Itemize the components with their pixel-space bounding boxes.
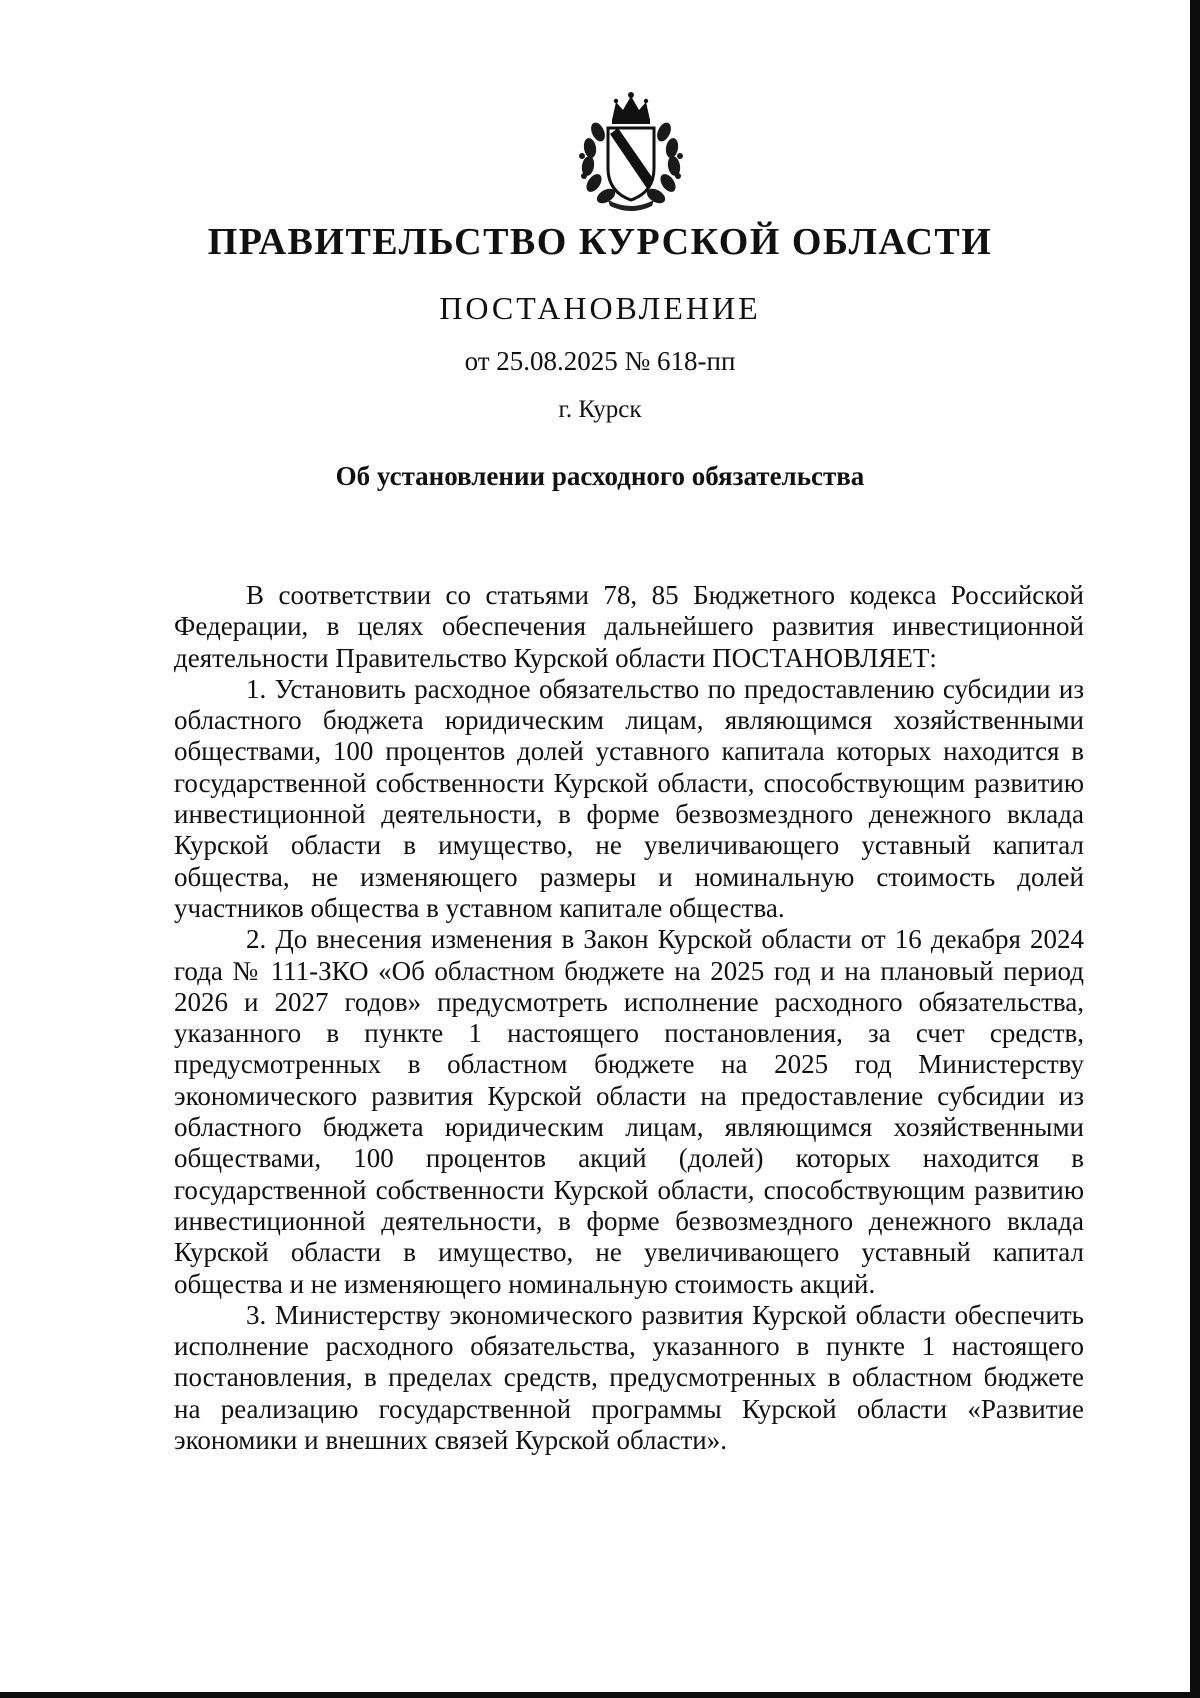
paragraph-item-2: 2. До внесения изменения в Закон Курской области от 16 декабря 2024 года № 111-ЗКО «Об областном бюджете на 2025 год и на плановый период 2026 и 2027 годов» предусмотреть исполнение расходного обязательства, указанного в пункте 1 настоящего постановления, за счет средств, предусмотренных в областном бюджете на 2025 год Министерству экономического развития Курской области на предоставление субсидии из областного бюджета юридическим лицам, являющимся хозяйственными обществами, 100 процентов акций (долей) которых находится в государственной собственности Курской области, способствующим развитию инвестиционной деятельности, в форме безвозмездного денежного вклада Курской области в имущество, не увеличивающего уставный капитал общества и не изменяющего номинальную стоимость акций. — [174, 924, 1084, 1299]
document-type: ПОСТАНОВЛЕНИЕ — [439, 290, 761, 326]
scan-border-bottom — [0, 1692, 1200, 1698]
paragraph-item-1: 1. Установить расходное обязательство по предоставлению субсидии из областного бюджета юридическим лицам, являющимся хозяйственными обществами, 100 процентов долей уставного капитала которых находится в государственной собственности Курской области, способствующим развитию инвестиционной деятельности, в форме безвозмездного денежного вклада Курской области в имущество, не увеличивающего уставный капитал общества, не изменяющего размеры и номинальную стоимость долей участников общества в уставном капитале общества. — [174, 673, 1084, 923]
document-subject: Об установлении расходного обязательства — [335, 461, 865, 491]
kursk-coat-of-arms-icon — [568, 88, 694, 212]
paragraph-preamble: В соответствии со статьями 78, 85 Бюджетного кодекса Российской Федерации, в целях обеспечения дальнейшего развития инвестиционной деятельности Правительство Курской области ПОСТАНОВЛЯЕТ: — [174, 580, 1084, 673]
government-title: ПРАВИТЕЛЬСТВО КУРСКОЙ ОБЛАСТИ — [207, 221, 993, 263]
document-date-number: от 25.08.2025 № 618-пп — [464, 346, 736, 376]
document-city: г. Курск — [558, 396, 642, 423]
scan-border-right — [1190, 0, 1200, 1698]
paragraph-item-3: 3. Министерству экономического развития Курской области обеспечить исполнение расходного обязательства, указанного в пункте 1 настоящего постановления, в пределах средств, предусмотренных в областном бюджете на реализацию государственной программы Курской области «Развитие экономики и внешних связей Курской области». — [174, 1299, 1084, 1456]
document-body — [174, 580, 1084, 1456]
